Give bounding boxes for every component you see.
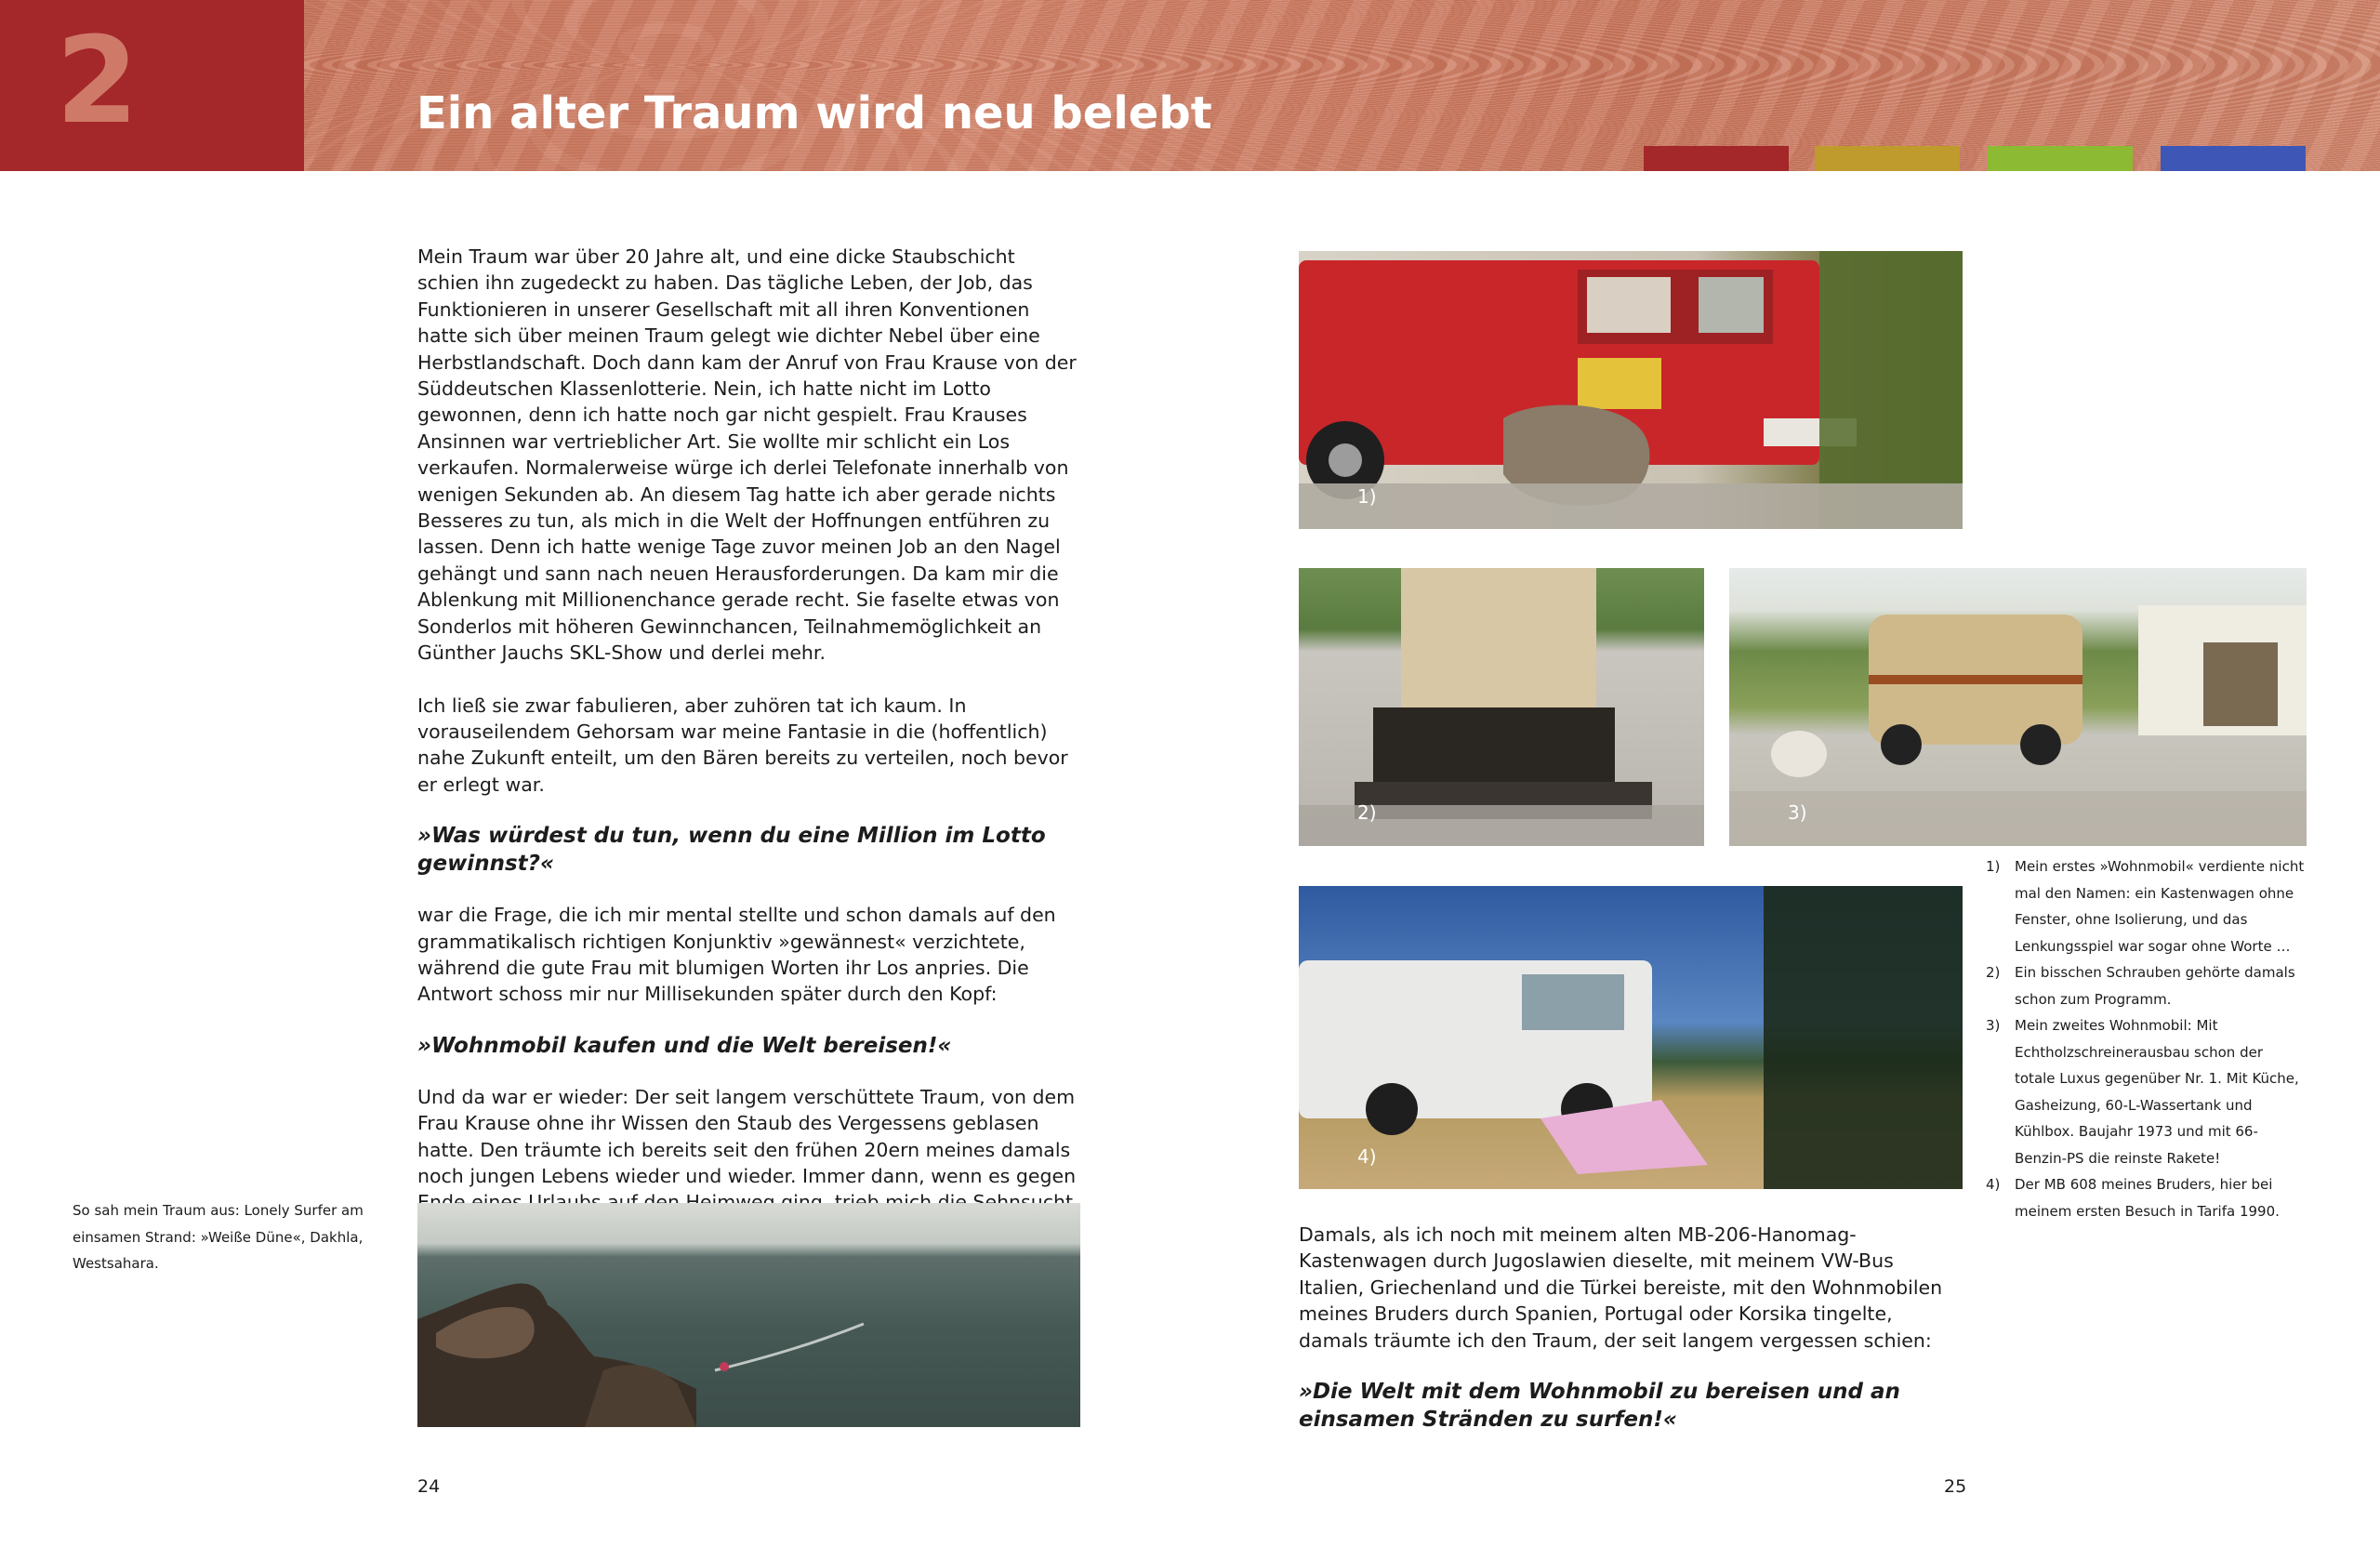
paragraph: Und da war er wieder: Der seit langem verschüttete Traum, von dem Frau Krause ohne ihr Wissen den Staub des Vergessens geblasen hatte. Den träumte ich bereits seit den frühen 20ern meines damals noch jungen Lebens wieder und wieder. Immer dann, wenn es gegen — [417, 1085, 1077, 1187]
surfer-photo — [417, 1203, 1080, 1427]
page-number: 25 — [1944, 1476, 1967, 1497]
left-page-text-column — [417, 244, 1079, 1269]
page-number: 24 — [417, 1476, 441, 1497]
paragraph: Damals, als ich noch mit meinem alten MB-206-Hanomag-Kastenwagen durch Jugoslawien dieselte, mit meinem VW-Bus Italien, Griechenland und die Türkei bereiste, mit den Wohnmobilen meines Bruders durch Spanien, Portugal oder Korsika tingelte, damals träumte ich den Traum, der seit langem vergessen schien: — [1299, 1223, 1943, 1352]
pull-quote: »Was würdest du tun, wenn du eine Million im Lotto gewinnst?« — [417, 824, 1046, 877]
photo-label: 2) — [1357, 801, 1377, 824]
caption-item — [1986, 1012, 2307, 1171]
chapter-title: Ein alter Traum wird neu belebt — [416, 87, 1212, 139]
pull-quote: »Wohnmobil kaufen und die Welt bereisen!« — [417, 1033, 952, 1058]
caption-text: Mein erstes »Wohnmobil« verdiente nicht mal den Namen: ein Kastenwagen ohne Fenster, ohne Isolierung, und das Lenkungsspiel war sogar ohne Worte … — [2015, 858, 2305, 955]
caption-text: Mein zweites Wohnmobil: Mit Echtholzschreinerausbau schon der totale Luxus gegenüber Nr. 1. Mit Küche, Gasheizung, 60-L-Wassertank und Kühlbox. Baujahr 1973 und mit 66-Benzin-PS die reinste Rakete! — [2015, 1017, 2299, 1167]
caption-item — [1986, 1171, 2307, 1224]
caption-item — [1986, 853, 2307, 959]
chapter-number: 2 — [56, 12, 139, 151]
color-strip-blue — [2161, 146, 2306, 171]
paragraph: Mein Traum war über 20 Jahre alt, und eine dicke Staubschicht schien ihn zugedeckt zu haben. Das tägliche Leben, der Job, das Funktionieren in unserer Gesellschaft mit all ihren Konventionen hatte sich über meinen Traum gelegt wie dichter Nebel über eine Herbstlandschaft. Doch dann kam der Anruf von Frau Krause von der Süddeutschen Klassenlotterie. Nein, ich hatte nicht im Lotto gewonnen, denn ich hatte noch gar nicht gespielt. Frau Krauses Ansinnen war vertrieblicher Art. Sie wollte mir schlicht ein Los verkaufen. Normalerweise würge ich derlei Telefonate innerhalb von wenigen Sekunden ab. An diesem Tag hatte ich aber gerade nichts Besseres zu tun, als mich in die Welt der Hoffnungen entführen zu lassen. Denn ich hatte wenige Tage zuvor meinen Job an den Nagel gehängt und sann nach neuen Herausforderungen. Da kam mir die Ablenkung mit Millionenchance gerade recht. Sie faselte etwas von Sonderlos mit höheren Gewinnchancen, Teilnahmemöglichkeit an Günther Jauchs SKL-Show und derlei mehr. — [417, 245, 1077, 665]
photo-captions-list — [1986, 853, 2307, 1224]
pull-quote: »Die Welt mit dem Wohnmobil zu bereisen und an einsamen Stränden zu surfen!« — [1299, 1380, 1900, 1433]
caption-number: 2) — [1986, 964, 2001, 981]
photo-label: 4) — [1357, 1145, 1377, 1168]
color-strip-ochre — [1815, 146, 1960, 171]
caption-item — [1986, 959, 2307, 1012]
white-truck-photo — [1299, 886, 1963, 1189]
chapter-header-band — [0, 0, 2380, 171]
photo-label: 1) — [1357, 485, 1377, 508]
paragraph: Ich ließ sie zwar fabulieren, aber zuhören tat ich kaum. In vorauseilendem Gehorsam war meine Fantasie in die (hoffentlich) nahe Zukunft enteilt, um den Bären bereits zu verteilen, noch bevor er erlegt war. — [417, 694, 1068, 796]
photo-label: 3) — [1788, 801, 1807, 824]
color-strip-green — [1988, 146, 2133, 171]
caption-text: Ein bisschen Schrauben gehörte damals schon zum Programm. — [2015, 964, 2295, 1008]
right-page-text-column — [1299, 1222, 1963, 1434]
caption-text: Der MB 608 meines Bruders, hier bei meinem ersten Besuch in Tarifa 1990. — [2015, 1176, 2280, 1220]
color-strip-red — [1644, 146, 1789, 171]
photo-caption: So sah mein Traum aus: Lonely Surfer am einsamen Strand: »Weiße Düne«, Dakhla, Westsahara. — [73, 1202, 364, 1272]
red-van-photo — [1299, 251, 1963, 529]
caption-number: 1) — [1986, 858, 2001, 875]
repair-photo — [1299, 568, 1704, 846]
caption-number: 3) — [1986, 1017, 2001, 1034]
chapter-number-box — [0, 0, 304, 171]
vw-bus-photo — [1729, 568, 2307, 846]
caption-number: 4) — [1986, 1176, 2001, 1193]
paragraph: war die Frage, die ich mir mental stellte und schon damals auf den grammatikalisch richtigen Konjunktiv »gewännest« verzichtete, während die gute Frau mit blumigen Worten ihr Los anpries. Die Antwort schoss mir nur Millisekunden später durch den Kopf: — [417, 904, 1056, 1006]
